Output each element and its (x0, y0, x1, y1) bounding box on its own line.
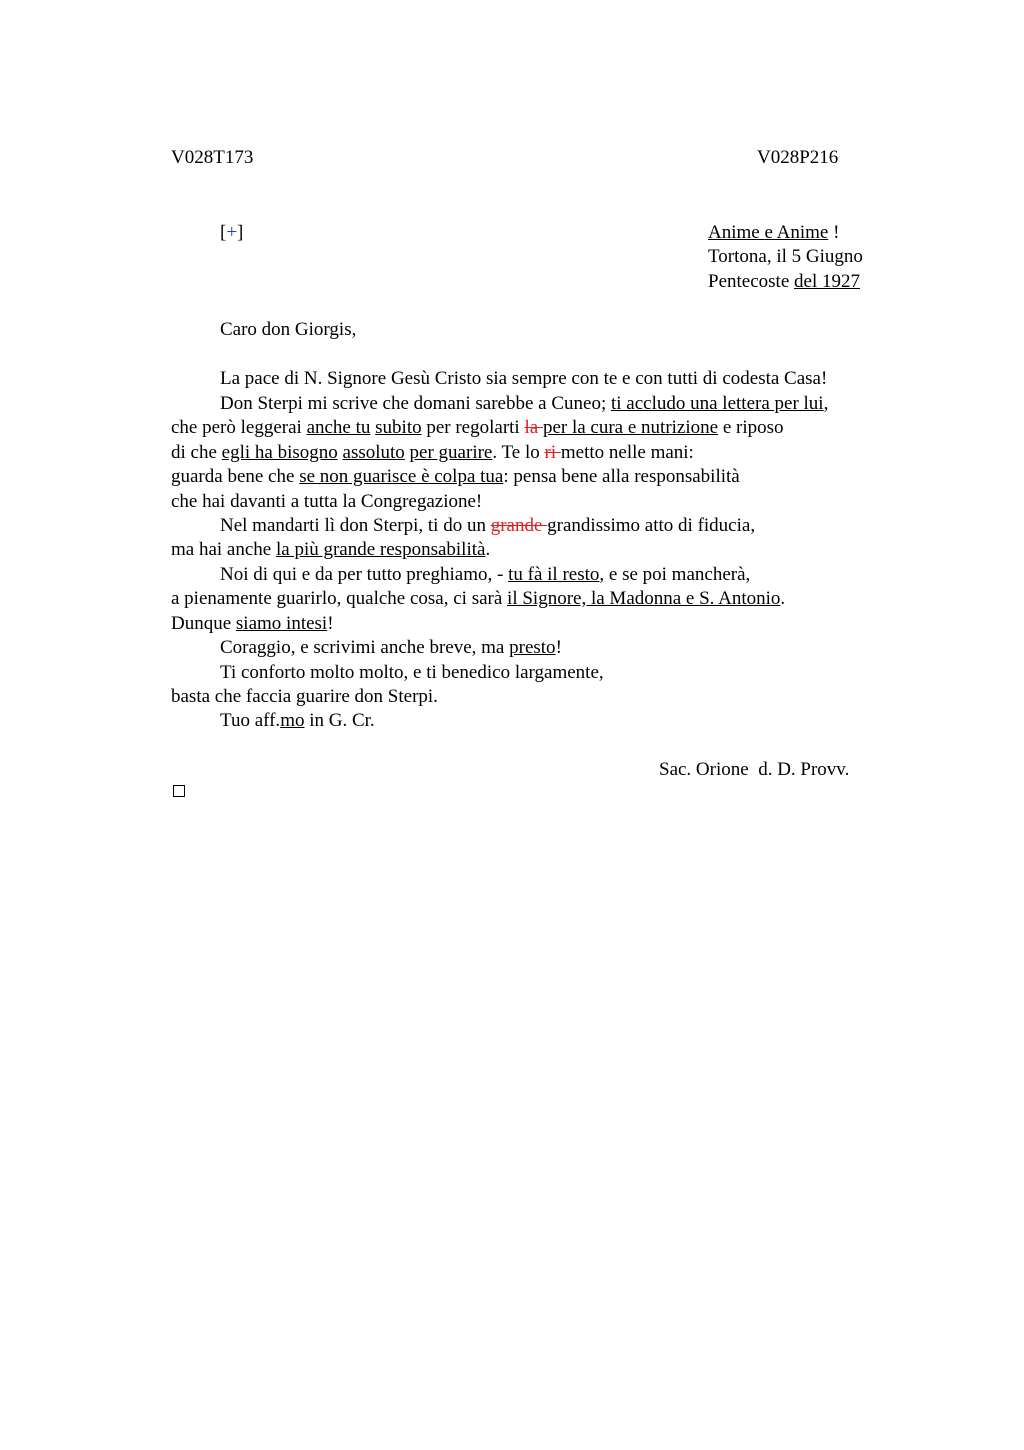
body-line-11: Dunque siamo intesi! (171, 613, 334, 634)
square-icon (173, 785, 185, 797)
dateline-year-underlined: del 1927 (794, 271, 860, 292)
body-line-4: di che egli ha bisogno assoluto per guarire. Te lo ri metto nelle mani: (171, 442, 694, 463)
document-code-right: V028P216 (757, 147, 839, 168)
signature: Sac. Orione d. D. Provv. (659, 759, 850, 780)
marker-open-bracket: [ (220, 222, 227, 243)
body-line-12: Coraggio, e scrivimi anche breve, ma presto! (220, 637, 562, 658)
dateline-place-date: Tortona, il 5 Giugno (708, 246, 863, 267)
body-line-8: ma hai anche la più grande responsabilità. (171, 539, 491, 560)
body-line-7: Nel mandarti lì don Sterpi, ti do un grande grandissimo atto di fiducia, (220, 515, 756, 536)
dateline-motto (708, 221, 839, 245)
deleted-text: grande (490, 515, 548, 536)
body-line-9: Noi di qui e da per tutto preghiamo, - tu fà il resto, e se poi mancherà, (220, 564, 751, 585)
deleted-text: ri (544, 442, 561, 463)
deleted-text: la (524, 417, 543, 438)
body-line-5: guarda bene che se non guarisce è colpa tua: pensa bene alla responsabilità (171, 466, 740, 487)
body-line-1: La pace di N. Signore Gesù Cristo sia sempre con te e con tutti di codesta Casa! (220, 368, 828, 389)
body-line-3: che però leggerai anche tu subito per regolarti la per la cura e nutrizione e riposo (171, 417, 784, 438)
expand-marker[interactable] (220, 221, 243, 245)
closing-line: Tuo aff.mo in G. Cr. (220, 710, 375, 731)
body-line-2: Don Sterpi mi scrive che domani sarebbe a Cuneo; ti accludo una lettera per lui, (220, 393, 829, 414)
motto-exclamation: ! (828, 222, 840, 243)
body-line-6: che hai davanti a tutta la Congregazione! (171, 491, 483, 512)
plus-icon[interactable]: + (226, 222, 238, 243)
dateline-pentecost: Pentecoste (708, 271, 795, 292)
motto-underlined: Anime e Anime (708, 222, 829, 243)
body-line-14: basta che faccia guarire don Sterpi. (171, 686, 438, 707)
salutation: Caro don Giorgis, (220, 319, 357, 340)
document-code-left: V028T173 (171, 147, 254, 168)
marker-close-bracket: ] (237, 222, 244, 243)
body-line-13: Ti conforto molto molto, e ti benedico largamente, (220, 662, 604, 683)
dateline-year (708, 270, 860, 294)
body-line-10: a pienamente guarirlo, qualche cosa, ci sarà il Signore, la Madonna e S. Antonio. (171, 588, 786, 609)
